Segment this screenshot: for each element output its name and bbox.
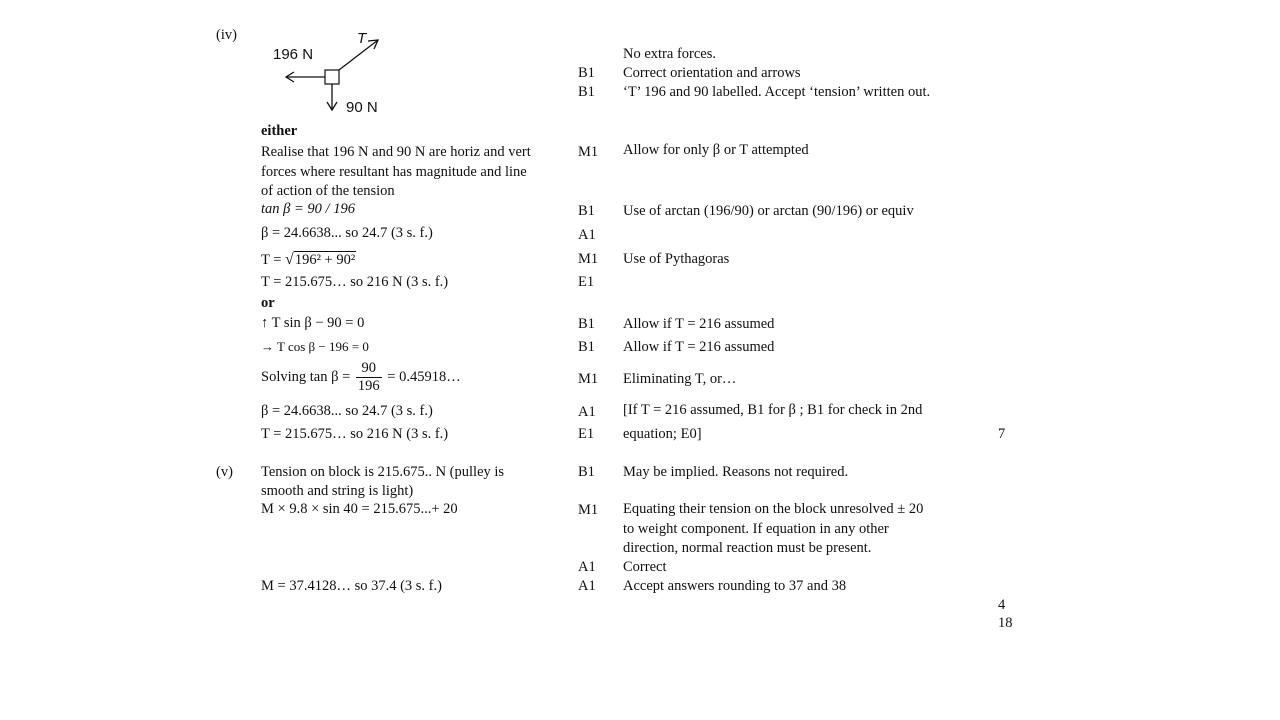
comment: Use of Pythagoras: [623, 251, 730, 267]
mark: A1: [578, 227, 596, 243]
comment: direction, normal reaction must be present.: [623, 540, 872, 556]
mark: M1: [578, 251, 599, 267]
fraction-numerator: 90: [356, 360, 382, 378]
comment: Allow for only β or T attempted: [623, 142, 809, 158]
force-90-label: 90 N: [346, 99, 378, 116]
comment: to weight component. If equation in any other: [623, 521, 889, 537]
work-line: smooth and string is light): [261, 483, 414, 499]
work-line: Realise that 196 N and 90 N are horiz and vert: [261, 144, 531, 160]
mark-b1-labels: B1: [578, 84, 595, 100]
mark: B1: [578, 464, 595, 480]
comment: May be implied. Reasons not required.: [623, 464, 849, 480]
work-vertical-resolve: ↑ T sin β − 90 = 0: [261, 315, 365, 331]
comment: [If T = 216 assumed, B1 for β ; B1 for check in 2nd: [623, 402, 923, 418]
work-t-value: T = 215.675… so 216 N (3 s. f.): [261, 274, 449, 290]
work-beta-value: β = 24.6638... so 24.7 (3 s. f.): [261, 225, 433, 241]
work-tan-beta: tan β = 90 / 196: [261, 201, 355, 217]
mark: B1: [578, 203, 595, 219]
work-horizontal-resolve: → T cos β − 196 = 0: [261, 339, 369, 354]
mark: A1: [578, 559, 596, 575]
mark: E1: [578, 426, 595, 442]
work-beta-value-2: β = 24.6638... so 24.7 (3 s. f.): [261, 403, 433, 419]
part-iv-total: 7: [998, 426, 1006, 442]
comment: Eliminating T, or…: [623, 371, 737, 387]
comment: Accept answers rounding to 37 and 38: [623, 578, 847, 594]
work-t-value-2: T = 215.675… so 216 N (3 s. f.): [261, 426, 449, 442]
mark: M1: [578, 144, 599, 160]
mark: E1: [578, 274, 595, 290]
comment: Use of arctan (196/90) or arctan (90/196) or equiv: [623, 203, 914, 219]
mark: M1: [578, 371, 599, 387]
force-tension-label: T: [357, 30, 367, 47]
comment-labels: ‘T’ 196 and 90 labelled. Accept ‘tension’ written out.: [623, 84, 931, 100]
grand-total: 18: [998, 615, 1013, 631]
mark: A1: [578, 578, 596, 594]
fraction: [356, 360, 382, 395]
mark-b1-orientation: B1: [578, 65, 595, 81]
force-196-label: 196 N: [273, 46, 314, 63]
part-v-total: 4: [998, 597, 1006, 613]
comment-no-extra-forces: No extra forces.: [623, 46, 716, 62]
work-solving-tan: [261, 359, 461, 395]
block-square: [325, 70, 339, 84]
comment: equation; E0]: [623, 426, 702, 442]
work-m-value: M = 37.4128… so 37.4 (3 s. f.): [261, 578, 442, 594]
mark: A1: [578, 404, 596, 420]
fraction-denominator: 196: [357, 378, 380, 395]
or-label: or: [261, 295, 275, 311]
solving-prefix: Solving tan β =: [261, 369, 354, 385]
solving-suffix: = 0.45918…: [383, 369, 461, 385]
sqrt-sign: √: [285, 251, 294, 268]
mark: B1: [578, 339, 595, 355]
either-label: either: [261, 123, 298, 139]
sqrt-content: 196² + 90²: [294, 252, 356, 268]
pythagoras-prefix: T =: [261, 252, 286, 268]
comment: Allow if T = 216 assumed: [623, 339, 775, 355]
work-line: of action of the tension: [261, 183, 395, 199]
mark: B1: [578, 316, 595, 332]
mark: M1: [578, 502, 599, 518]
work-pythagoras: [261, 251, 356, 269]
comment: Correct: [623, 559, 667, 575]
work-line: Tension on block is 215.675.. N (pulley is: [261, 464, 505, 480]
work-line: forces where resultant has magnitude and line: [261, 164, 527, 180]
part-iv-label: (iv): [216, 27, 237, 43]
work-equation: M × 9.8 × sin 40 = 215.675...+ 20: [261, 501, 458, 517]
comment-orientation: Correct orientation and arrows: [623, 65, 801, 81]
part-v-label: (v): [216, 464, 233, 480]
comment: Equating their tension on the block unresolved ± 20: [623, 501, 924, 517]
comment: Allow if T = 216 assumed: [623, 316, 775, 332]
